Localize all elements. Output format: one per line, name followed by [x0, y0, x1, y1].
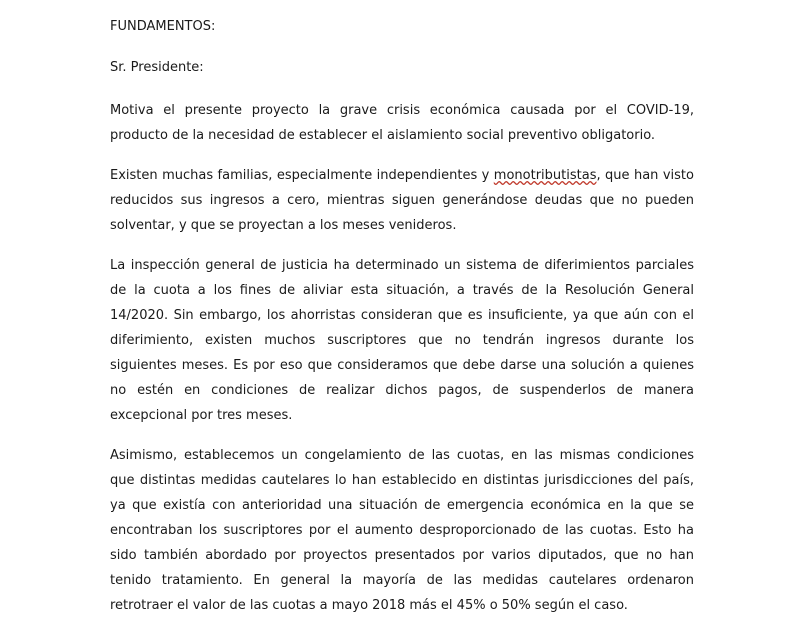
- paragraph-3: La inspección general de justicia ha determinado un sistema de diferimientos parciales de la cuota a los fines de aliviar esta situación, a través de la Resolución General 14/2020. Sin embargo, los ahorristas consideran que es insuficiente, ya que aún con el diferimiento, existen muchos suscriptores que no tendrán ingresos durante los siguientes meses. Es por eso que consideramos que debe darse una solución a quienes no estén en condiciones de realizar dichos pagos, de suspenderlos de manera excepcional por tres meses.: [110, 258, 694, 423]
- spellcheck-flagged-word: monotributistas: [493, 168, 597, 183]
- paragraph-2-start: Existen muchas familias, especialmente independientes y: [110, 168, 494, 183]
- salutation: Sr. Presidente:: [110, 60, 204, 75]
- section-heading: FUNDAMENTOS:: [110, 19, 216, 34]
- paragraph-2: [110, 163, 694, 238]
- paragraph-4: Asimismo, establecemos un congelamiento de las cuotas, en las mismas condiciones que distintas medidas cautelares lo han establecido en distintas jurisdicciones del país, ya que existía con anterioridad una situación de emergencia económica en la que se encontraban los suscriptores por el aumento desproporcionado de las cuotas. Esto ha sido también abordado por proyectos presentados por varios diputados, que no han tenido tratamiento. En general la mayoría de las medidas cautelares ordenaron retrotraer el valor de las cuotas a mayo 2018 más el 45% o 50% según el caso.: [110, 448, 694, 613]
- document-body: [110, 14, 694, 633]
- paragraph-2-end: , que han visto reducidos sus ingresos a cero, mientras siguen generándose deudas que no pueden solventar, y que se proyectan a los meses venideros.: [110, 168, 694, 233]
- paragraph-1: Motiva el presente proyecto la grave crisis económica causada por el COVID-19, producto de la necesidad de establecer el aislamiento social preventivo obligatorio.: [110, 103, 694, 143]
